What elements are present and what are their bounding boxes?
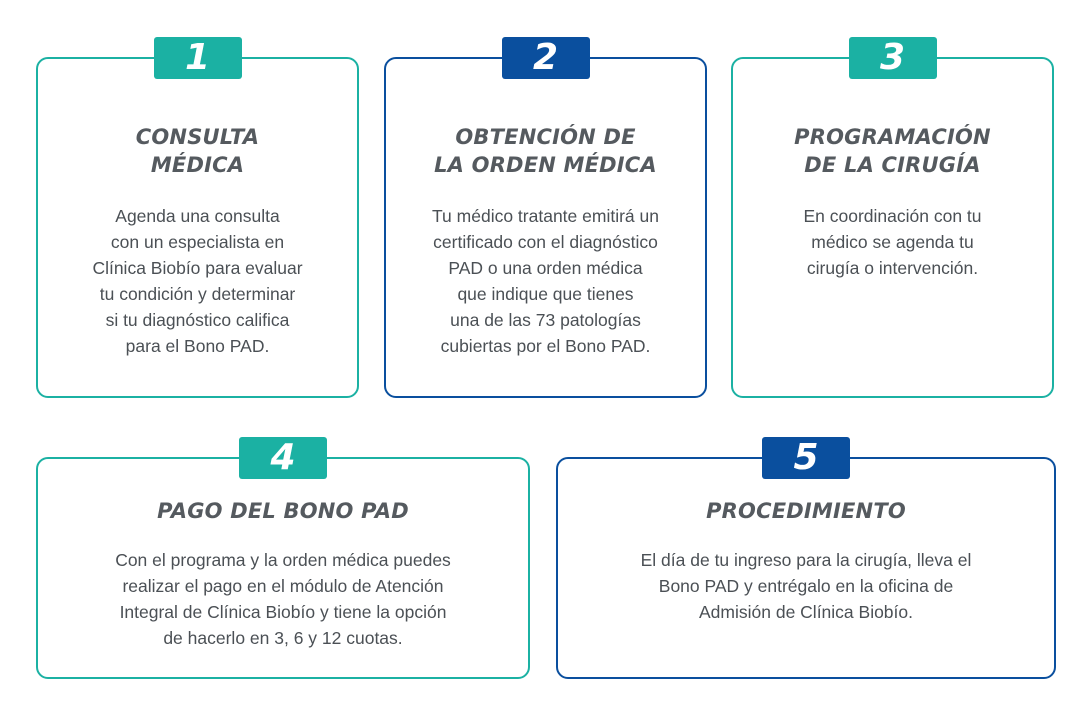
- step-description-5: El día de tu ingreso para la cirugía, lleva el Bono PAD y entrégalo en la oficina de Admisión de Clínica Biobío.: [640, 550, 972, 622]
- step-card-4: [36, 437, 530, 679]
- step-number-badge-2: 2: [502, 37, 590, 79]
- step-card-3: [731, 37, 1054, 398]
- step-description-4: Con el programa y la orden médica puedes realizar el pago en el módulo de Atención Integral de Clínica Biobío y tiene la opción de hacerlo en 3, 6 y 12 cuotas.: [115, 550, 451, 648]
- step-title-1: CONSULTA MÉDICA: [135, 125, 260, 177]
- step-card-1: [36, 37, 359, 398]
- step-number-badge-1: 1: [154, 37, 242, 79]
- step-description-1: Agenda una consulta con un especialista en Clínica Biobío para evaluar tu condición y determinar si tu diagnóstico califica para el Bono PAD.: [92, 206, 303, 356]
- step-card-2: [384, 37, 707, 398]
- step-number-badge-3: 3: [849, 37, 937, 79]
- step-title-5: PROCEDIMIENTO: [706, 499, 906, 523]
- step-title-4: PAGO DEL BONO PAD: [157, 499, 409, 523]
- step-card-5: [556, 437, 1056, 679]
- step-number-badge-4: 4: [239, 437, 327, 479]
- step-title-2: OBTENCIÓN DE LA ORDEN MÉDICA: [434, 125, 657, 177]
- step-title-3: PROGRAMACIÓN DE LA CIRUGÍA: [794, 125, 991, 177]
- step-description-3: En coordinación con tu médico se agenda tu cirugía o intervención.: [803, 206, 982, 278]
- step-number-badge-5: 5: [762, 437, 850, 479]
- step-description-2: Tu médico tratante emitirá un certificado con el diagnóstico PAD o una orden médica que indique que tienes una de las 73 patologías cubiertas por el Bono PAD.: [432, 206, 659, 356]
